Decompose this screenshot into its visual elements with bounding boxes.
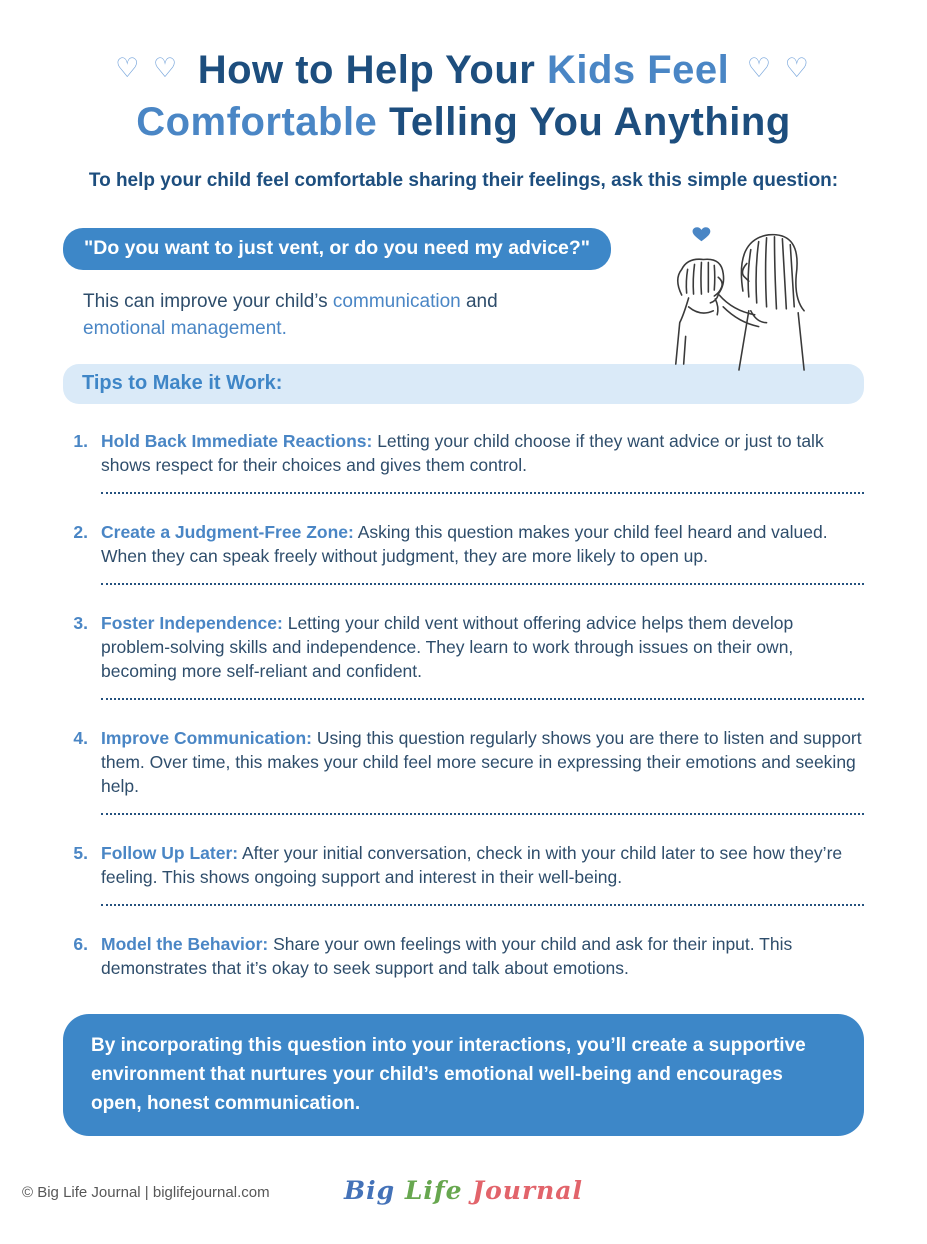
tip-body: Letting your child choose if they want advice or just to talk shows respect for their choices and gives them control. <box>101 431 824 475</box>
tip-text <box>101 933 864 981</box>
tip-text <box>101 521 864 569</box>
tip-title: Improve Communication: <box>101 727 312 748</box>
tip-title: Create a Judgment-Free Zone: <box>101 521 354 542</box>
dotted-divider <box>101 583 864 585</box>
tips-banner: Tips to Make it Work: <box>63 364 864 404</box>
title-line2-accent: Comfortable <box>136 100 378 144</box>
tip-item-2 <box>63 521 864 569</box>
tip-text <box>101 842 864 890</box>
question-section <box>63 228 864 360</box>
title-line1-text: How to Help Your <box>197 48 536 92</box>
worksheet-page <box>0 44 927 1244</box>
tip-number: 6. <box>73 933 88 954</box>
hearts-icon: ♡ ♡ <box>115 53 181 83</box>
tips-list <box>63 430 864 981</box>
tip-item-3 <box>63 612 864 684</box>
parent-child-illustration <box>656 220 814 372</box>
tip-number: 5. <box>73 842 88 863</box>
tip-title: Hold Back Immediate Reactions: <box>101 431 373 451</box>
intro-highlight-emotional-management: emotional management. <box>83 317 287 339</box>
tip-number: 4. <box>73 727 88 748</box>
question-box: "Do you want to just vent, or do you need my advice?" <box>63 228 611 270</box>
page-title <box>63 44 864 148</box>
heart-icon <box>693 227 711 241</box>
logo-word-big: Big <box>343 1176 396 1205</box>
tip-text <box>101 727 864 799</box>
tip-body: After your initial conversation, check in with your child later to see how they’re feeling. This shows ongoing support and interest in their well-being. <box>101 842 843 887</box>
tip-number: 2. <box>73 521 88 542</box>
page-content <box>63 44 864 1136</box>
tip-text <box>101 430 864 478</box>
tip-title: Follow Up Later: <box>101 842 239 863</box>
dotted-divider <box>101 492 864 494</box>
tip-number: 1. <box>73 431 88 451</box>
tip-body: Using this question regularly shows you are there to listen and support them. Over time, this makes your child feel more secure in expressing their emotions and seeking help. <box>101 727 862 796</box>
tip-text <box>101 612 864 684</box>
intro-connector: and <box>465 291 498 312</box>
title-line2-text: Telling You Anything <box>388 100 791 144</box>
tip-title: Foster Independence: <box>101 612 283 633</box>
tip-body: Asking this question makes your child feel heard and valued. When they can speak freely without judgment, they are more likely to open up. <box>101 521 828 566</box>
logo-word-life: Life <box>404 1176 463 1205</box>
page-footer <box>0 1174 927 1216</box>
conclusion-box: By incorporating this question into your interactions, you’ll create a supportive environment that nurtures your child’s emotional well-being and encourages open, honest communication. <box>63 1014 864 1136</box>
hearts-icon: ♡ ♡ <box>746 53 812 83</box>
dotted-divider <box>101 904 864 906</box>
tip-item-4 <box>63 727 864 799</box>
intro-highlight-communication: communication <box>332 291 461 312</box>
big-life-journal-logo <box>344 1176 583 1205</box>
dotted-divider <box>101 813 864 815</box>
subtitle: To help your child feel comfortable sharing their feelings, ask this simple question: <box>88 170 839 191</box>
tip-title: Model the Behavior: <box>101 933 269 954</box>
tip-item-5 <box>63 842 864 890</box>
logo-word-journal: Journal <box>472 1176 584 1205</box>
intro-pre: This can improve your child’s <box>83 291 328 312</box>
copyright-text: © Big Life Journal | biglifejournal.com <box>22 1184 270 1201</box>
tip-item-6 <box>63 933 864 981</box>
tip-body: Letting your child vent without offering advice helps them develop problem-solving skills and independence. They learn to work through issues on their own, becoming more self-reliant and confident. <box>101 612 794 681</box>
dotted-divider <box>101 698 864 700</box>
tip-body: Share your own feelings with your child and ask for their input. This demonstrates that it’s okay to seek support and talk about emotions. <box>101 933 793 978</box>
title-line1-accent: Kids Feel <box>546 48 730 92</box>
intro-text <box>83 289 643 342</box>
tip-item-1 <box>63 430 864 478</box>
tip-number: 3. <box>73 612 88 633</box>
